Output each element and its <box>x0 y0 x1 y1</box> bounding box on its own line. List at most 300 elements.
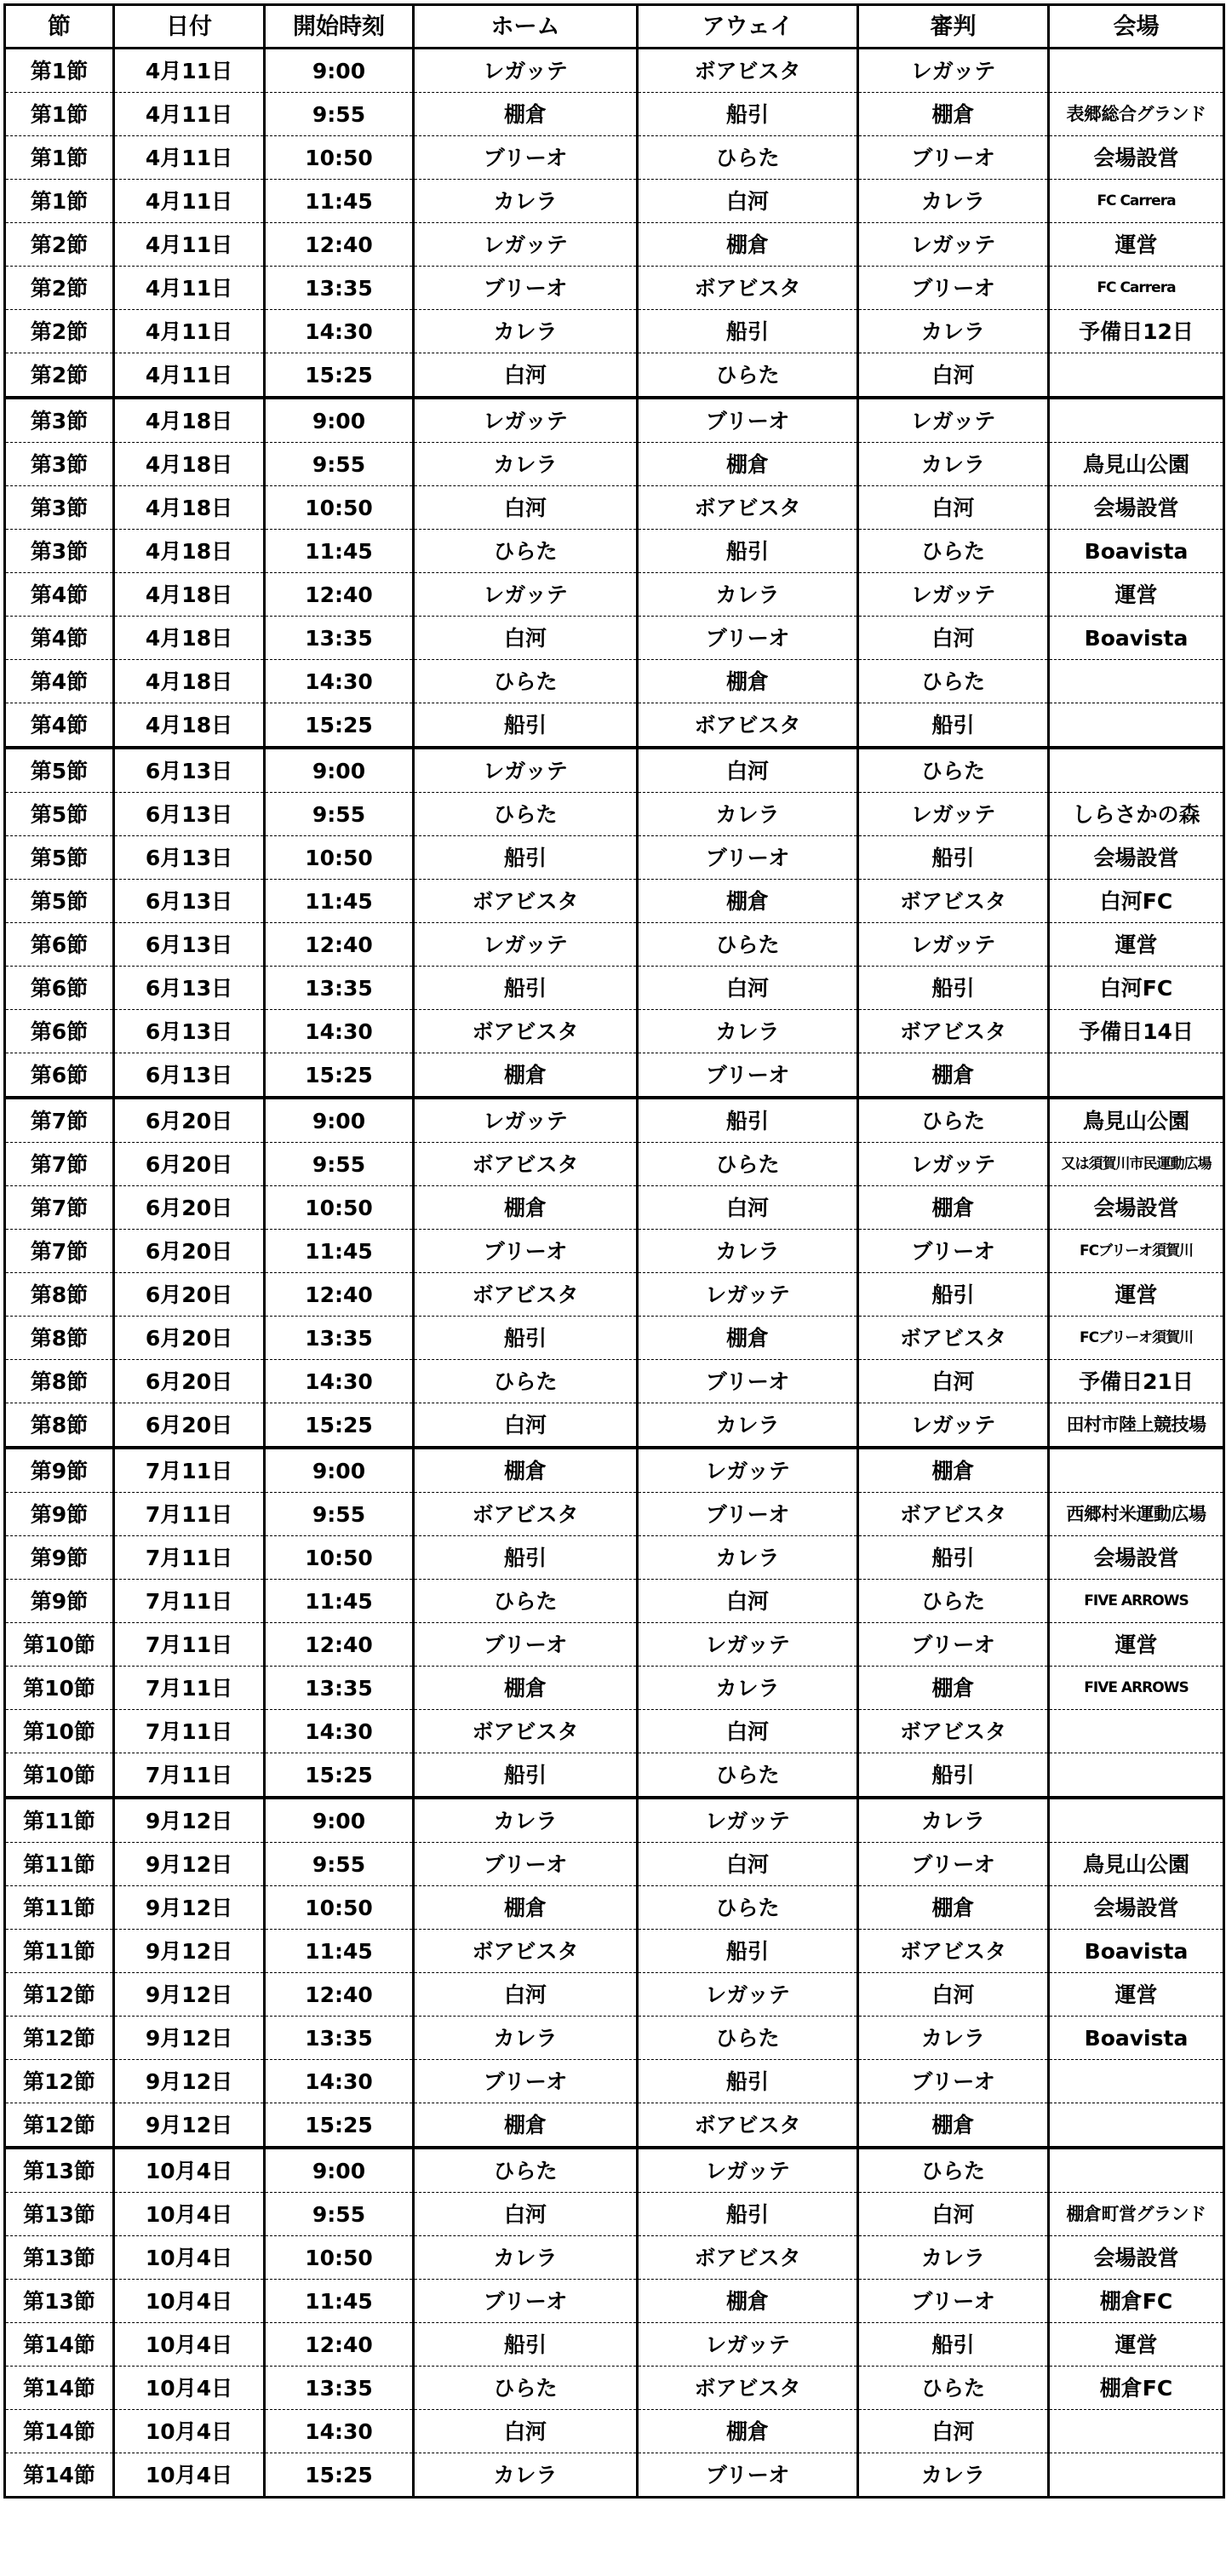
cell-referee: カレラ <box>858 310 1049 353</box>
cell-start-time: 9:55 <box>265 793 414 836</box>
cell-away: 船引 <box>638 530 858 573</box>
cell-home: ひらた <box>414 2148 638 2193</box>
cell-away: ひらた <box>638 1886 858 1930</box>
table-row <box>5 1973 1224 2017</box>
cell-round: 第2節 <box>5 267 114 310</box>
cell-home: 船引 <box>414 1317 638 1360</box>
cell-away: 白河 <box>638 748 858 793</box>
cell-round: 第1節 <box>5 136 114 180</box>
cell-away: カレラ <box>638 1010 858 1053</box>
cell-date: 7月11日 <box>114 1493 265 1536</box>
cell-date: 4月18日 <box>114 443 265 486</box>
cell-home: レガッテ <box>414 748 638 793</box>
cell-referee: ひらた <box>858 748 1049 793</box>
cell-home: 白河 <box>414 486 638 530</box>
cell-start-time: 10:50 <box>265 1536 414 1580</box>
cell-venue: FC Carrera <box>1049 180 1224 223</box>
cell-referee: カレラ <box>858 2017 1049 2060</box>
cell-round: 第11節 <box>5 1798 114 1843</box>
cell-start-time: 11:45 <box>265 180 414 223</box>
cell-date: 6月20日 <box>114 1273 265 1317</box>
cell-home: ひらた <box>414 660 638 703</box>
table-row <box>5 967 1224 1010</box>
cell-home: カレラ <box>414 310 638 353</box>
cell-away: 白河 <box>638 180 858 223</box>
cell-venue: 棚倉町営グランド <box>1049 2193 1224 2236</box>
cell-venue <box>1049 1710 1224 1753</box>
cell-away: ブリーオ <box>638 617 858 660</box>
cell-referee: 白河 <box>858 2410 1049 2453</box>
cell-start-time: 11:45 <box>265 530 414 573</box>
cell-date: 7月11日 <box>114 1753 265 1799</box>
cell-away: カレラ <box>638 793 858 836</box>
table-row <box>5 1230 1224 1273</box>
cell-away: ひらた <box>638 136 858 180</box>
cell-home: 棚倉 <box>414 93 638 136</box>
cell-start-time: 9:55 <box>265 93 414 136</box>
cell-round: 第6節 <box>5 1053 114 1099</box>
cell-home: 白河 <box>414 1973 638 2017</box>
cell-venue: 会場設営 <box>1049 2236 1224 2280</box>
cell-away: レガッテ <box>638 1623 858 1667</box>
cell-round: 第10節 <box>5 1753 114 1799</box>
cell-home: 棚倉 <box>414 1448 638 1493</box>
cell-home: ブリーオ <box>414 2280 638 2323</box>
match-schedule-table <box>3 3 1225 2499</box>
cell-home: ブリーオ <box>414 1230 638 1273</box>
cell-away: 白河 <box>638 1710 858 1753</box>
cell-home: 白河 <box>414 2193 638 2236</box>
cell-date: 6月13日 <box>114 793 265 836</box>
cell-date: 6月20日 <box>114 1186 265 1230</box>
cell-round: 第14節 <box>5 2323 114 2367</box>
cell-date: 9月12日 <box>114 2103 265 2149</box>
table-row <box>5 2193 1224 2236</box>
cell-home: ブリーオ <box>414 267 638 310</box>
cell-start-time: 13:35 <box>265 2017 414 2060</box>
cell-home: 白河 <box>414 2410 638 2453</box>
cell-referee: ボアビスタ <box>858 880 1049 923</box>
cell-date: 6月20日 <box>114 1360 265 1403</box>
cell-home: ブリーオ <box>414 1623 638 1667</box>
cell-venue: 鳥見山公園 <box>1049 1098 1224 1143</box>
cell-date: 4月11日 <box>114 223 265 267</box>
cell-start-time: 10:50 <box>265 836 414 880</box>
cell-date: 4月18日 <box>114 617 265 660</box>
table-row <box>5 1667 1224 1710</box>
cell-round: 第5節 <box>5 836 114 880</box>
cell-date: 6月20日 <box>114 1098 265 1143</box>
header-home: ホーム <box>414 5 638 49</box>
cell-start-time: 9:55 <box>265 1143 414 1186</box>
header-start-time: 開始時刻 <box>265 5 414 49</box>
cell-home: カレラ <box>414 2017 638 2060</box>
table-row <box>5 267 1224 310</box>
cell-home: 棚倉 <box>414 1053 638 1099</box>
cell-round: 第4節 <box>5 703 114 749</box>
cell-round: 第8節 <box>5 1273 114 1317</box>
cell-date: 4月11日 <box>114 49 265 93</box>
table-row <box>5 1053 1224 1099</box>
table-row <box>5 223 1224 267</box>
table-row <box>5 1317 1224 1360</box>
cell-date: 9月12日 <box>114 1886 265 1930</box>
table-row <box>5 180 1224 223</box>
cell-date: 7月11日 <box>114 1580 265 1623</box>
cell-referee: 白河 <box>858 1973 1049 2017</box>
cell-referee: 棚倉 <box>858 1186 1049 1230</box>
cell-round: 第14節 <box>5 2453 114 2498</box>
table-row <box>5 310 1224 353</box>
cell-venue: 会場設営 <box>1049 1186 1224 1230</box>
cell-round: 第12節 <box>5 2103 114 2149</box>
cell-home: カレラ <box>414 2236 638 2280</box>
cell-home: 白河 <box>414 1403 638 1449</box>
cell-date: 7月11日 <box>114 1448 265 1493</box>
cell-referee: ボアビスタ <box>858 1710 1049 1753</box>
cell-referee: 棚倉 <box>858 1667 1049 1710</box>
cell-referee: 船引 <box>858 836 1049 880</box>
cell-referee: カレラ <box>858 443 1049 486</box>
cell-home: ボアビスタ <box>414 1010 638 1053</box>
cell-away: レガッテ <box>638 1273 858 1317</box>
table-row <box>5 1273 1224 1317</box>
cell-start-time: 12:40 <box>265 923 414 967</box>
cell-venue <box>1049 2410 1224 2453</box>
cell-start-time: 15:25 <box>265 1753 414 1799</box>
cell-start-time: 9:00 <box>265 1448 414 1493</box>
cell-date: 9月12日 <box>114 1798 265 1843</box>
cell-home: ボアビスタ <box>414 1710 638 1753</box>
cell-round: 第5節 <box>5 793 114 836</box>
cell-start-time: 10:50 <box>265 1186 414 1230</box>
cell-venue: FC Carrera <box>1049 267 1224 310</box>
cell-away: 船引 <box>638 2193 858 2236</box>
cell-home: ひらた <box>414 2367 638 2410</box>
cell-away: ひらた <box>638 1143 858 1186</box>
cell-away: ひらた <box>638 2017 858 2060</box>
cell-round: 第13節 <box>5 2148 114 2193</box>
table-row <box>5 2148 1224 2193</box>
cell-start-time: 13:35 <box>265 1667 414 1710</box>
cell-home: ブリーオ <box>414 1843 638 1886</box>
table-row <box>5 573 1224 617</box>
cell-away: ボアビスタ <box>638 2236 858 2280</box>
cell-referee: ブリーオ <box>858 267 1049 310</box>
cell-round: 第2節 <box>5 353 114 399</box>
cell-date: 7月11日 <box>114 1623 265 1667</box>
cell-venue: 会場設営 <box>1049 836 1224 880</box>
cell-home: ブリーオ <box>414 2060 638 2103</box>
cell-referee: 棚倉 <box>858 1886 1049 1930</box>
cell-start-time: 14:30 <box>265 2410 414 2453</box>
cell-away: 白河 <box>638 1580 858 1623</box>
cell-start-time: 9:00 <box>265 398 414 443</box>
cell-venue: FCブリーオ須賀川 <box>1049 1230 1224 1273</box>
cell-referee: カレラ <box>858 2236 1049 2280</box>
table-row <box>5 2453 1224 2498</box>
cell-start-time: 9:55 <box>265 1843 414 1886</box>
cell-home: 棚倉 <box>414 2103 638 2149</box>
cell-home: ボアビスタ <box>414 1493 638 1536</box>
cell-away: ボアビスタ <box>638 49 858 93</box>
cell-round: 第12節 <box>5 2060 114 2103</box>
cell-date: 9月12日 <box>114 2017 265 2060</box>
cell-start-time: 9:55 <box>265 2193 414 2236</box>
table-row <box>5 2017 1224 2060</box>
cell-home: 棚倉 <box>414 1667 638 1710</box>
cell-start-time: 15:25 <box>265 353 414 399</box>
cell-start-time: 14:30 <box>265 1010 414 1053</box>
table-row <box>5 136 1224 180</box>
cell-referee: ボアビスタ <box>858 1493 1049 1536</box>
cell-referee: レガッテ <box>858 923 1049 967</box>
cell-round: 第2節 <box>5 223 114 267</box>
cell-away: ブリーオ <box>638 1360 858 1403</box>
table-row <box>5 530 1224 573</box>
cell-date: 10月4日 <box>114 2410 265 2453</box>
cell-venue: 会場設営 <box>1049 486 1224 530</box>
header-date: 日付 <box>114 5 265 49</box>
cell-venue <box>1049 1798 1224 1843</box>
cell-round: 第2節 <box>5 310 114 353</box>
table-row <box>5 1623 1224 1667</box>
table-row <box>5 1710 1224 1753</box>
cell-round: 第14節 <box>5 2410 114 2453</box>
cell-away: レガッテ <box>638 1973 858 2017</box>
cell-away: 船引 <box>638 2060 858 2103</box>
header-venue: 会場 <box>1049 5 1224 49</box>
cell-away: ひらた <box>638 353 858 399</box>
cell-away: レガッテ <box>638 2148 858 2193</box>
table-row <box>5 836 1224 880</box>
cell-start-time: 11:45 <box>265 1580 414 1623</box>
cell-away: 棚倉 <box>638 1317 858 1360</box>
table-row <box>5 2236 1224 2280</box>
cell-round: 第10節 <box>5 1710 114 1753</box>
cell-away: 棚倉 <box>638 880 858 923</box>
cell-round: 第5節 <box>5 748 114 793</box>
cell-referee: ブリーオ <box>858 1623 1049 1667</box>
cell-referee: 船引 <box>858 1536 1049 1580</box>
cell-away: 船引 <box>638 93 858 136</box>
cell-venue <box>1049 2060 1224 2103</box>
cell-venue: 鳥見山公園 <box>1049 443 1224 486</box>
cell-referee: 白河 <box>858 353 1049 399</box>
table-row <box>5 398 1224 443</box>
cell-date: 6月20日 <box>114 1403 265 1449</box>
cell-date: 6月13日 <box>114 967 265 1010</box>
cell-away: レガッテ <box>638 1448 858 1493</box>
cell-home: レガッテ <box>414 923 638 967</box>
cell-date: 4月11日 <box>114 93 265 136</box>
cell-venue <box>1049 660 1224 703</box>
cell-away: 棚倉 <box>638 223 858 267</box>
cell-round: 第13節 <box>5 2236 114 2280</box>
cell-round: 第4節 <box>5 617 114 660</box>
table-row <box>5 2367 1224 2410</box>
cell-home: レガッテ <box>414 1098 638 1143</box>
cell-venue: 田村市陸上競技場 <box>1049 1403 1224 1449</box>
cell-round: 第11節 <box>5 1930 114 1973</box>
cell-start-time: 9:00 <box>265 1098 414 1143</box>
cell-away: ボアビスタ <box>638 2367 858 2410</box>
cell-date: 4月18日 <box>114 486 265 530</box>
cell-venue: 表郷総合グランド <box>1049 93 1224 136</box>
cell-start-time: 9:55 <box>265 1493 414 1536</box>
cell-home: ひらた <box>414 1360 638 1403</box>
cell-start-time: 15:25 <box>265 2103 414 2149</box>
cell-away: ブリーオ <box>638 836 858 880</box>
cell-away: 棚倉 <box>638 443 858 486</box>
cell-away: 船引 <box>638 1098 858 1143</box>
cell-date: 10月4日 <box>114 2453 265 2498</box>
cell-start-time: 14:30 <box>265 660 414 703</box>
cell-referee: ボアビスタ <box>858 1010 1049 1053</box>
cell-away: カレラ <box>638 573 858 617</box>
cell-date: 6月20日 <box>114 1317 265 1360</box>
cell-referee: レガッテ <box>858 573 1049 617</box>
table-body <box>5 49 1224 2498</box>
table-row <box>5 1536 1224 1580</box>
cell-date: 10月4日 <box>114 2236 265 2280</box>
cell-home: カレラ <box>414 443 638 486</box>
cell-referee: 船引 <box>858 1273 1049 1317</box>
cell-referee: レガッテ <box>858 793 1049 836</box>
cell-round: 第9節 <box>5 1493 114 1536</box>
cell-date: 4月11日 <box>114 136 265 180</box>
table-row <box>5 1798 1224 1843</box>
cell-round: 第6節 <box>5 967 114 1010</box>
cell-referee: レガッテ <box>858 223 1049 267</box>
cell-round: 第14節 <box>5 2367 114 2410</box>
cell-round: 第3節 <box>5 486 114 530</box>
table-header <box>5 5 1224 49</box>
cell-round: 第13節 <box>5 2193 114 2236</box>
cell-venue <box>1049 2453 1224 2498</box>
cell-away: ブリーオ <box>638 398 858 443</box>
cell-date: 10月4日 <box>114 2367 265 2410</box>
cell-round: 第11節 <box>5 1843 114 1886</box>
cell-round: 第4節 <box>5 660 114 703</box>
table-row <box>5 1098 1224 1143</box>
cell-date: 10月4日 <box>114 2193 265 2236</box>
table-row <box>5 2280 1224 2323</box>
table-row <box>5 93 1224 136</box>
cell-round: 第8節 <box>5 1360 114 1403</box>
cell-date: 7月11日 <box>114 1536 265 1580</box>
table-row <box>5 2323 1224 2367</box>
cell-referee: ブリーオ <box>858 1230 1049 1273</box>
cell-referee: レガッテ <box>858 398 1049 443</box>
cell-venue <box>1049 1053 1224 1099</box>
cell-start-time: 9:55 <box>265 443 414 486</box>
cell-home: 白河 <box>414 617 638 660</box>
cell-round: 第1節 <box>5 93 114 136</box>
cell-home: 白河 <box>414 353 638 399</box>
table-row <box>5 1930 1224 1973</box>
cell-venue: FCブリーオ須賀川 <box>1049 1317 1224 1360</box>
cell-away: ボアビスタ <box>638 2103 858 2149</box>
table-row <box>5 1143 1224 1186</box>
cell-away: ブリーオ <box>638 1493 858 1536</box>
cell-referee: ひらた <box>858 660 1049 703</box>
cell-round: 第7節 <box>5 1098 114 1143</box>
cell-venue: 会場設営 <box>1049 1536 1224 1580</box>
cell-referee: ひらた <box>858 2367 1049 2410</box>
cell-round: 第3節 <box>5 398 114 443</box>
cell-venue <box>1049 1448 1224 1493</box>
cell-home: ひらた <box>414 793 638 836</box>
table-row <box>5 1843 1224 1886</box>
cell-start-time: 12:40 <box>265 573 414 617</box>
cell-away: ボアビスタ <box>638 486 858 530</box>
cell-referee: 白河 <box>858 1360 1049 1403</box>
cell-home: レガッテ <box>414 573 638 617</box>
table-row <box>5 1448 1224 1493</box>
cell-referee: ブリーオ <box>858 1843 1049 1886</box>
cell-round: 第3節 <box>5 530 114 573</box>
cell-referee: 棚倉 <box>858 1053 1049 1099</box>
cell-start-time: 13:35 <box>265 1317 414 1360</box>
cell-home: 船引 <box>414 836 638 880</box>
cell-round: 第7節 <box>5 1143 114 1186</box>
cell-referee: 棚倉 <box>858 1448 1049 1493</box>
cell-venue: 会場設営 <box>1049 1886 1224 1930</box>
cell-venue: 運営 <box>1049 573 1224 617</box>
table-row <box>5 923 1224 967</box>
cell-away: ブリーオ <box>638 2453 858 2498</box>
cell-venue: 運営 <box>1049 1973 1224 2017</box>
cell-round: 第7節 <box>5 1230 114 1273</box>
cell-home: 船引 <box>414 1536 638 1580</box>
cell-away: 棚倉 <box>638 660 858 703</box>
cell-start-time: 10:50 <box>265 136 414 180</box>
cell-venue: 棚倉FC <box>1049 2367 1224 2410</box>
cell-start-time: 12:40 <box>265 1273 414 1317</box>
cell-away: ブリーオ <box>638 1053 858 1099</box>
cell-home: カレラ <box>414 2453 638 2498</box>
cell-venue: 白河FC <box>1049 967 1224 1010</box>
cell-start-time: 13:35 <box>265 967 414 1010</box>
table-row <box>5 353 1224 399</box>
table-row <box>5 49 1224 93</box>
cell-referee: ひらた <box>858 1098 1049 1143</box>
cell-start-time: 14:30 <box>265 1710 414 1753</box>
cell-round: 第12節 <box>5 1973 114 2017</box>
cell-start-time: 11:45 <box>265 880 414 923</box>
cell-venue <box>1049 353 1224 399</box>
cell-referee: 船引 <box>858 1753 1049 1799</box>
cell-round: 第8節 <box>5 1317 114 1360</box>
table-row <box>5 703 1224 749</box>
cell-referee: 白河 <box>858 617 1049 660</box>
cell-home: ボアビスタ <box>414 1273 638 1317</box>
cell-referee: カレラ <box>858 2453 1049 2498</box>
cell-venue: Boavista <box>1049 2017 1224 2060</box>
cell-away: カレラ <box>638 1667 858 1710</box>
cell-referee: カレラ <box>858 180 1049 223</box>
cell-start-time: 15:25 <box>265 1403 414 1449</box>
cell-home: カレラ <box>414 180 638 223</box>
table-row <box>5 1010 1224 1053</box>
table-row <box>5 486 1224 530</box>
cell-home: 棚倉 <box>414 1186 638 1230</box>
cell-referee: ボアビスタ <box>858 1317 1049 1360</box>
cell-date: 6月13日 <box>114 880 265 923</box>
cell-home: 船引 <box>414 967 638 1010</box>
cell-round: 第10節 <box>5 1667 114 1710</box>
